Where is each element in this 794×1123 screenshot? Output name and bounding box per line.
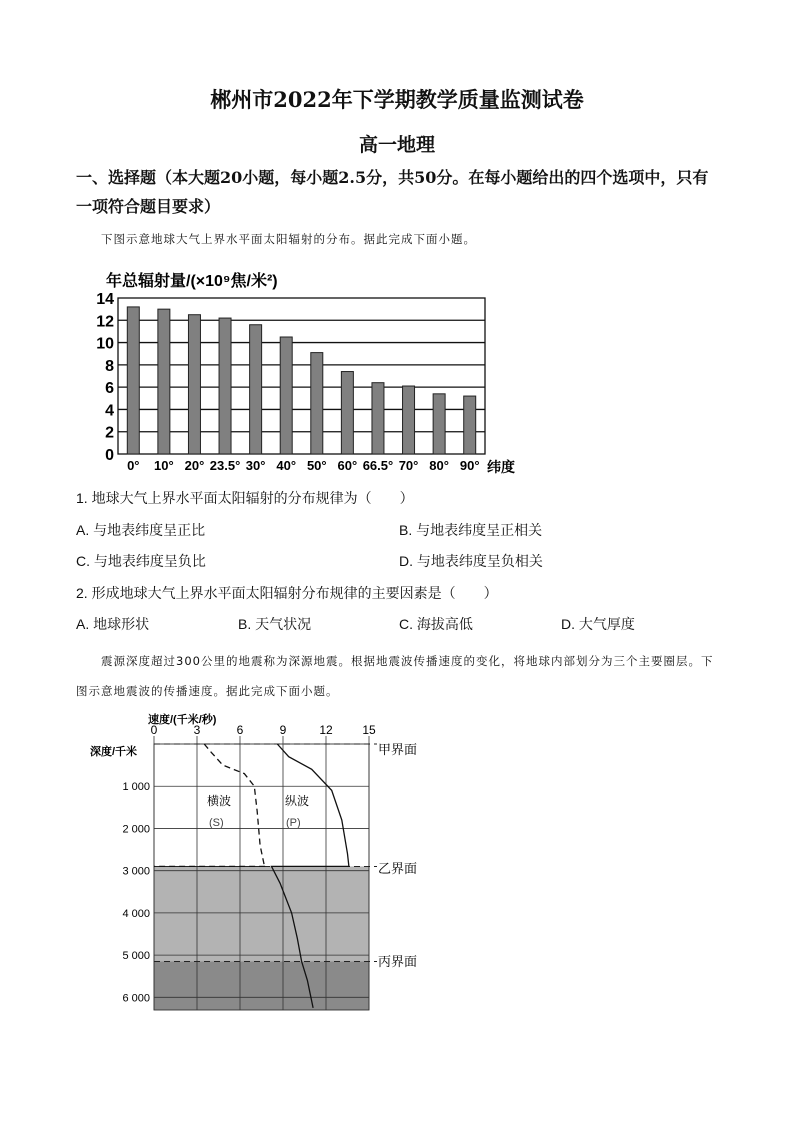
y-tick-label: 0 [105, 447, 114, 464]
s-wave-sublabel: (S) [209, 817, 224, 829]
question-1-option-a[interactable] [76, 520, 205, 540]
bar [158, 309, 170, 454]
bar [280, 337, 292, 454]
x-tick-label: 23.5° [209, 458, 241, 473]
option-text: 大气厚度 [578, 616, 635, 632]
y-tick-label: 5 000 [122, 950, 150, 963]
bar [219, 318, 231, 454]
y-tick-label: 4 000 [122, 907, 150, 920]
x-tick-label: 20° [184, 458, 205, 473]
group1-intro: 下图示意地球大气上界水平面太阳辐射的分布。据此完成下面小题。 [101, 232, 476, 246]
bar [127, 307, 139, 454]
radiation-chart [90, 262, 530, 477]
group2-intro: 震源深度超过300公里的地震称为深源地震。根据地震波传播速度的变化，将地球内部划分为三个主要圈层。下图示意地震波的传播速度。据此完成下面小题。 [76, 654, 714, 698]
y-tick-label: 10 [96, 335, 114, 353]
option-text: 与地表纬度呈负相关 [416, 553, 543, 569]
option-label: A. [76, 616, 90, 632]
p-wave-sublabel: (P) [286, 817, 301, 829]
question-2-option-a[interactable] [76, 614, 149, 634]
option-text: 与地表纬度呈正相关 [416, 522, 543, 538]
chart-title: 年总辐射量/(×10⁹焦/米²) [106, 273, 278, 290]
y-tick-label: 8 [105, 357, 114, 375]
bar [403, 386, 415, 454]
bar [311, 353, 323, 454]
chart-y-ticks [96, 291, 114, 464]
boundary-label-bing: 丙界面 [378, 954, 418, 969]
option-label: C. [76, 553, 90, 569]
bar [188, 315, 200, 454]
option-label: A. [76, 522, 90, 538]
option-text: 海拔高低 [416, 616, 473, 632]
bar [250, 325, 262, 454]
x-tick-label: 66.5° [362, 458, 394, 473]
x-tick-label: 50° [306, 458, 327, 473]
seismic-wave-chart [80, 708, 440, 1018]
y-tick-label: 2 [105, 424, 114, 442]
x-tick-label: 3 [193, 723, 201, 737]
chart-frame [118, 298, 485, 454]
bar [372, 383, 384, 454]
x-tick-label: 6 [236, 723, 244, 737]
chart-x-ticks [127, 458, 479, 473]
chart-x-label: 纬度 [487, 459, 515, 475]
x-tick-label: 9 [279, 723, 287, 737]
x-tick-label: 40° [276, 458, 297, 473]
y-tick-label: 12 [96, 313, 114, 331]
earth-layer-band [154, 866, 369, 961]
layer-bands [154, 744, 369, 1010]
question-2-stem: 2. 形成地球大气上界水平面太阳辐射分布规律的主要因素是（ ） [76, 585, 498, 601]
x-tick-label: 90° [459, 458, 480, 473]
chart-gridlines [118, 298, 485, 454]
chart-y-label: 深度/千米 [90, 746, 138, 758]
bar [464, 396, 476, 454]
option-text: 天气状况 [255, 616, 312, 632]
y-tick-label: 3 000 [122, 865, 150, 878]
x-tick-label: 80° [429, 458, 449, 473]
question-1-option-b[interactable] [399, 520, 542, 540]
question-2-option-d[interactable] [561, 614, 635, 634]
s-wave-label: 横波 [207, 794, 232, 808]
x-tick-label: 0 [150, 723, 158, 737]
x-tick-label: 70° [398, 458, 419, 473]
earth-layer-band [154, 961, 369, 1010]
x-tick-label: 12 [319, 723, 333, 737]
y-tick-label: 2 000 [122, 823, 150, 836]
question-1-stem: 1. 地球大气上界水平面太阳辐射的分布规律为（ ） [76, 490, 414, 506]
y-tick-label: 1 000 [122, 781, 150, 794]
option-label: C. [399, 616, 413, 632]
y-tick-label: 4 [105, 402, 114, 420]
option-label: D. [561, 616, 575, 632]
section-heading: 一、选择题（本大题20小题，每小题2.5分，共50分。在每小题给出的四个选项中，只有一项符合题目要求） [76, 168, 709, 216]
option-label: B. [238, 616, 252, 632]
page-subtitle: 高一地理 [358, 134, 435, 156]
question-1-option-c[interactable] [76, 551, 206, 571]
bar [341, 372, 353, 454]
page-title: 郴州市2022年下学期教学质量监测试卷 [210, 87, 584, 112]
option-text: 与地表纬度呈负比 [93, 553, 206, 569]
bar [433, 394, 445, 454]
option-text: 与地表纬度呈正比 [93, 522, 206, 538]
p-wave-label: 纵波 [285, 794, 310, 808]
option-text: 地球形状 [93, 616, 150, 632]
y-tick-label: 6 000 [122, 992, 150, 1005]
x-tick-label: 0° [127, 458, 140, 473]
x-tick-label: 30° [245, 458, 266, 473]
x-tick-label: 60° [337, 458, 358, 473]
x-tick-label: 10° [154, 458, 174, 473]
question-1-option-d[interactable] [399, 551, 543, 571]
option-label: B. [399, 522, 413, 538]
boundary-label-jia: 甲界面 [378, 742, 418, 757]
boundary-label-yi: 乙界面 [378, 861, 418, 876]
y-tick-label: 6 [105, 380, 114, 398]
question-2-option-c[interactable] [399, 614, 473, 634]
chart-x-label: 速度/(千米/秒) [148, 714, 217, 726]
chart-y-ticks [122, 781, 150, 1004]
option-label: D. [399, 553, 413, 569]
question-2-option-b[interactable] [238, 614, 311, 634]
x-tick-label: 15 [362, 723, 376, 737]
y-tick-label: 14 [96, 291, 114, 308]
